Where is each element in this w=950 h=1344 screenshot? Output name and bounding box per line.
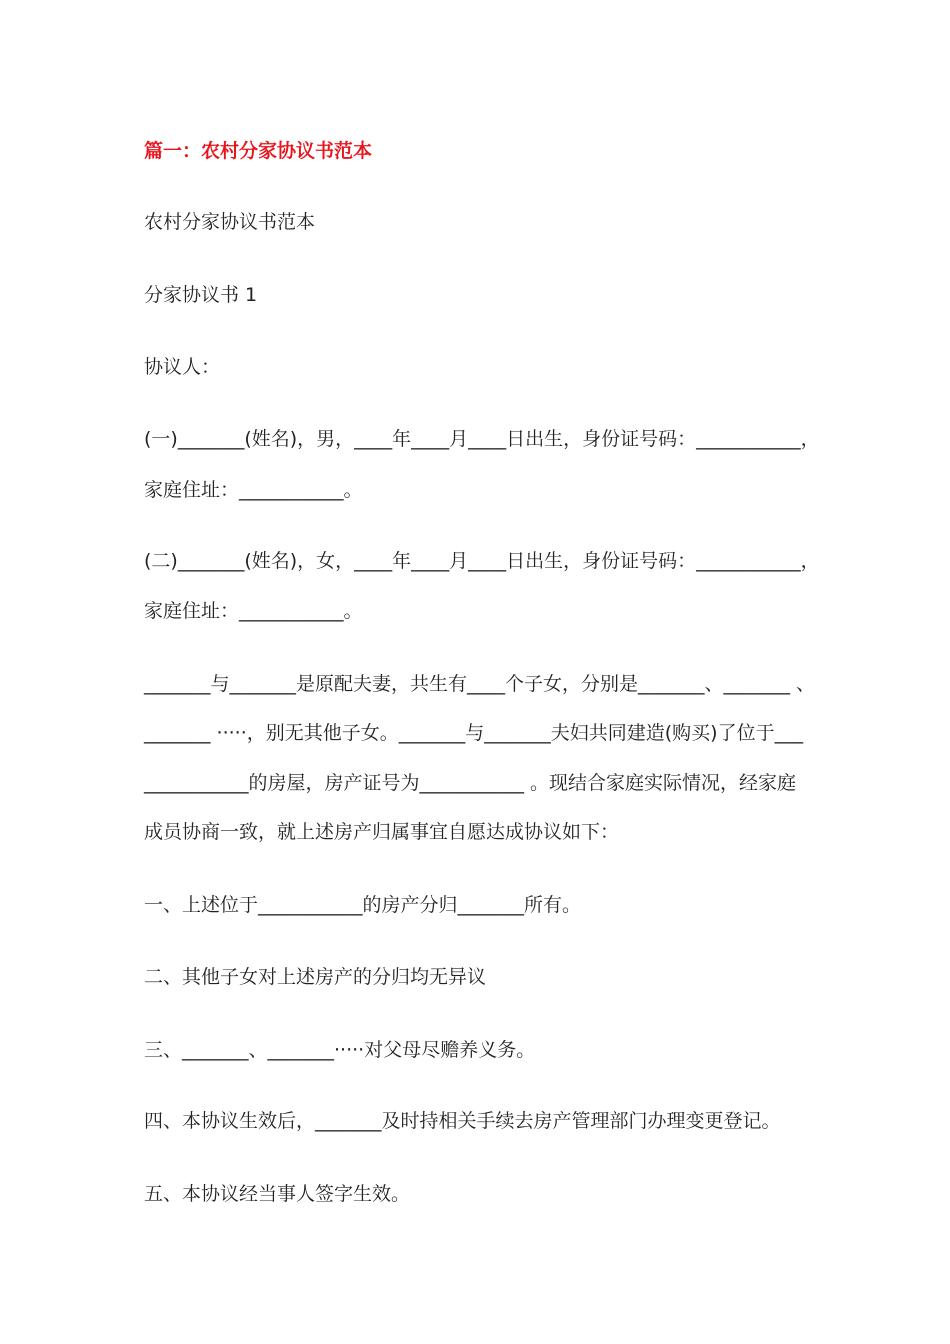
party2-line1: (二)_______(姓名)，女，____年____月____日出生，身份证号码：___________， — [144, 550, 820, 572]
party1-line1: (一)_______(姓名)，男，____年____月____日出生，身份证号码：___________， — [144, 428, 820, 450]
clause-5: 五、本协议经当事人签字生效。 — [144, 1183, 411, 1205]
body-line2: _______ ·····，别无其他子女。_______与_______夫妇共同建造(购买)了位于___ — [144, 722, 804, 744]
parties-label: 协议人： — [144, 356, 221, 378]
body-line4: 成员协商一致，就上述房产归属事宜自愿达成协议如下： — [144, 821, 620, 843]
body-line1: _______与_______是原配夫妻，共生有____个子女，分别是_______、_______ 、 — [144, 673, 816, 695]
clause-3: 三、_______、_______·····对父母尽赡养义务。 — [144, 1039, 536, 1061]
clause-1: 一、上述位于___________的房产分归_______所有。 — [144, 894, 582, 916]
body-line3: ___________的房屋，房产证号为___________ 。现结合家庭实际情况，经家庭 — [144, 772, 797, 794]
party1-line2: 家庭住址：___________。 — [144, 479, 363, 501]
clause-4: 四、本协议生效后，_______及时持相关手续去房产管理部门办理变更登记。 — [144, 1110, 781, 1132]
document-subtitle: 分家协议书 1 — [144, 284, 258, 306]
document-title: 农村分家协议书范本 — [144, 211, 316, 233]
document-heading: 篇一：农村分家协议书范本 — [144, 140, 373, 162]
clause-2: 二、其他子女对上述房产的分归均无异议 — [144, 966, 487, 988]
party2-line2: 家庭住址：___________。 — [144, 600, 363, 622]
